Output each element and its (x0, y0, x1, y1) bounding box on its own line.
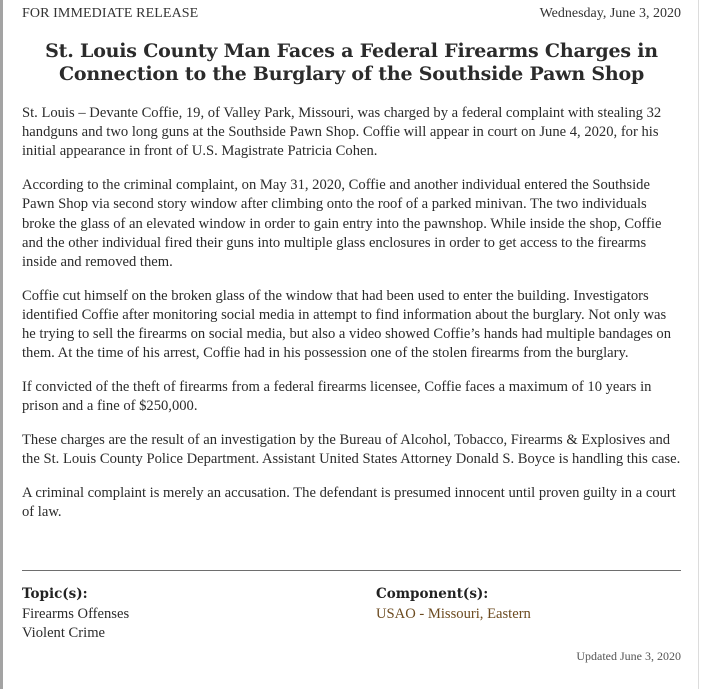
paragraph: St. Louis – Devante Coffie, 19, of Valley Park, Missouri, was charged by a federal complaint with stealing 32 handguns and two long guns at the Southside Pawn Shop. Coffie will appear in court on June 4, 2020, for his initial appearance in front of U.S. Magistrate Patricia Cohen. (22, 105, 662, 160)
components-heading: Component(s): (376, 586, 489, 602)
right-border (698, 0, 699, 689)
press-release (22, 0, 681, 537)
release-meta (22, 0, 681, 28)
paragraph: If convicted of the theft of firearms from a federal firearms licensee, Coffie faces a maximum of 10 years in prison and a fine of $250,000. (22, 378, 652, 415)
component-link[interactable]: USAO - Missouri, Eastern (376, 605, 531, 622)
article-body (22, 104, 681, 522)
footer-divider (22, 570, 681, 571)
left-border (0, 0, 3, 689)
paragraph: Coffie cut himself on the broken glass of the window that had been used to enter the building. Investigators identified Coffie after monitoring social media in attempt to find information about the burglary. Not only was he trying to sell the firearms on social media, but also a video showed Coffie’s hands had multiple bandages on them. At the time of his arrest, Coffie had in his possession one of the stolen firearms from the burglary. (22, 287, 672, 362)
page-title: St. Louis County Man Faces a Federal Firearms Charges in Connection to the Burglary of the Southside Pawn Shop (45, 40, 658, 85)
updated-date: Updated June 3, 2020 (576, 649, 681, 663)
paragraph: According to the criminal complaint, on May 31, 2020, Coffie and another individual entered the Southside Pawn Shop via second story window after climbing onto the roof of a parked minivan. The two individuals broke the glass of an elevated window in order to gain entry into the pawnshop. While inside the shop, Coffie and the other individual fired their guns into multiple glass enclosures in order to get access to the firearms inside and removed them. (22, 177, 662, 270)
topic-item: Violent Crime (22, 625, 106, 641)
release-label: FOR IMMEDIATE RELEASE (22, 6, 199, 21)
topics-heading: Topic(s): (22, 586, 88, 602)
topic-item: Firearms Offenses (22, 605, 130, 622)
paragraph: A criminal complaint is merely an accusation. The defendant is presumed innocent until proven guilty in a court of law. (22, 484, 676, 520)
release-date: Wednesday, June 3, 2020 (539, 6, 681, 21)
topics-section (22, 585, 129, 644)
components-section (376, 585, 531, 624)
paragraph: These charges are the result of an investigation by the Bureau of Alcohol, Tobacco, Firearms & Explosives and the St. Louis County Police Department. Assistant United States Attorney Donald S. Boyce is handling this case. (22, 431, 681, 468)
